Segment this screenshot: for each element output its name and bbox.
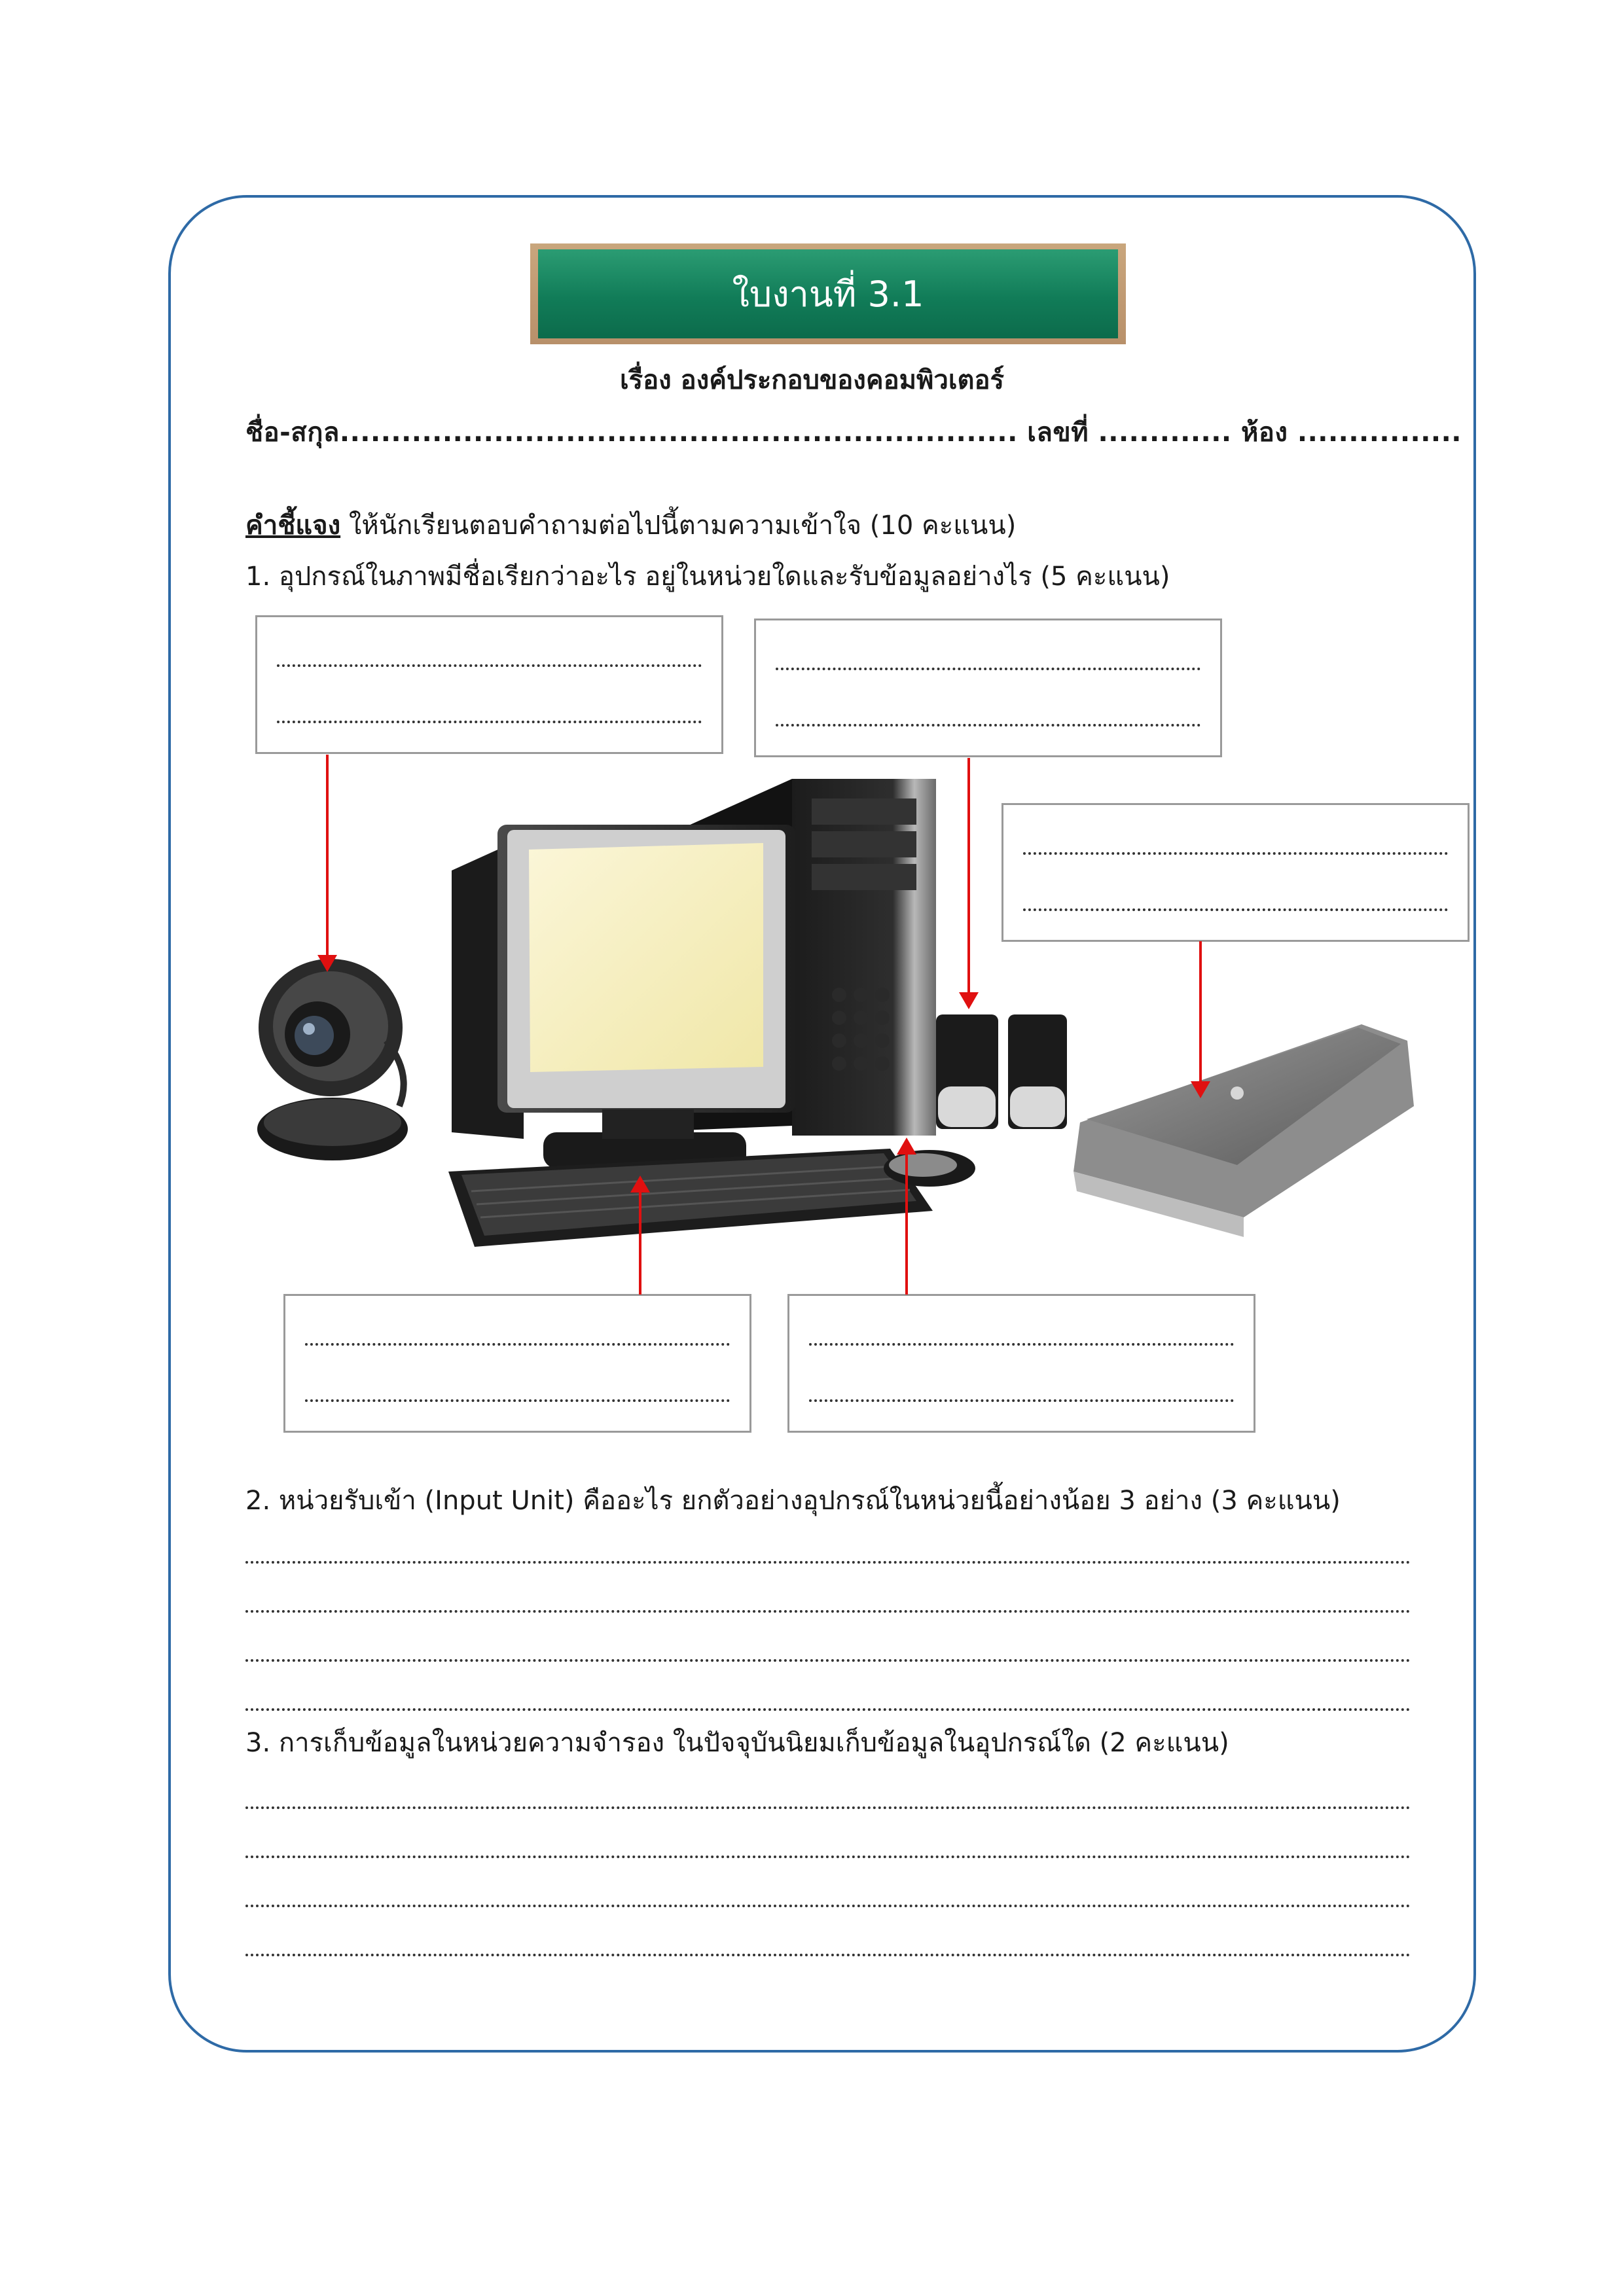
answer-line[interactable] bbox=[809, 1399, 1234, 1402]
student-info-line: ชื่อ-สกุล.................................................................. เลขที่ ............. ห้อง ................ bbox=[245, 418, 1462, 448]
keyboard-icon bbox=[448, 1149, 933, 1247]
answer-line[interactable] bbox=[277, 664, 702, 667]
answer-line-q2[interactable] bbox=[245, 1561, 1411, 1564]
answer-line[interactable] bbox=[776, 724, 1200, 726]
question-2: 2. หน่วยรับเข้า (Input Unit) คืออะไร ยกตัวอย่างอุปกรณ์ในหน่วยนี้อย่างน้อย 3 อย่าง (3 คะแนน) bbox=[245, 1486, 1341, 1516]
instruction-text: ให้นักเรียนตอบคำถามต่อไปนี้ตามความเข้าใจ (10 คะแนน) bbox=[340, 511, 1017, 541]
worksheet-title: ใบงานที่ 3.1 bbox=[732, 274, 924, 315]
answer-line[interactable] bbox=[277, 721, 702, 723]
pointer-arrow-mouse bbox=[905, 1152, 908, 1295]
worksheet-subject: เรื่อง องค์ประกอบของคอมพิวเตอร์ bbox=[620, 365, 1004, 395]
answer-line-q2[interactable] bbox=[245, 1659, 1411, 1662]
pointer-arrow-scanner bbox=[1199, 941, 1202, 1084]
answer-box-keyboard[interactable] bbox=[283, 1294, 751, 1433]
answer-box-speakers[interactable] bbox=[754, 619, 1222, 757]
title-banner-board bbox=[538, 249, 1118, 338]
mouse-icon bbox=[884, 1150, 975, 1187]
answer-line-q3[interactable] bbox=[245, 1856, 1411, 1858]
answer-line[interactable] bbox=[305, 1399, 730, 1402]
answer-line-q2[interactable] bbox=[245, 1610, 1411, 1613]
answer-line[interactable] bbox=[305, 1343, 730, 1346]
pointer-arrow-speakers bbox=[967, 758, 970, 995]
answer-line[interactable] bbox=[776, 668, 1200, 670]
instruction-label: คำชี้แจง bbox=[245, 511, 341, 541]
answer-line-q3[interactable] bbox=[245, 1905, 1411, 1907]
speakers-icon bbox=[936, 1014, 1067, 1129]
question-3: 3. การเก็บข้อมูลในหน่วยความจำรอง ในปัจจุบันนิยมเก็บข้อมูลในอุปกรณ์ใด (2 คะแนน) bbox=[245, 1728, 1229, 1758]
pointer-arrow-keyboard bbox=[639, 1190, 641, 1295]
webcam-icon bbox=[257, 959, 408, 1160]
answer-line-q2[interactable] bbox=[245, 1708, 1411, 1711]
instructions bbox=[245, 504, 1016, 546]
scanner-icon bbox=[1074, 1024, 1414, 1237]
pointer-arrow-webcam bbox=[326, 755, 329, 958]
answer-line-q3[interactable] bbox=[245, 1806, 1411, 1809]
title-banner bbox=[530, 243, 1126, 344]
answer-line[interactable] bbox=[809, 1343, 1234, 1346]
question-1: 1. อุปกรณ์ในภาพมีชื่อเรียกว่าอะไร อยู่ในหน่วยใดและรับข้อมูลอย่างไร (5 คะแนน) bbox=[245, 562, 1170, 592]
computer-set-illustration bbox=[236, 766, 1414, 1263]
answer-line-q3[interactable] bbox=[245, 1954, 1411, 1956]
answer-box-mouse[interactable] bbox=[787, 1294, 1255, 1433]
answer-box-webcam[interactable] bbox=[255, 615, 723, 754]
